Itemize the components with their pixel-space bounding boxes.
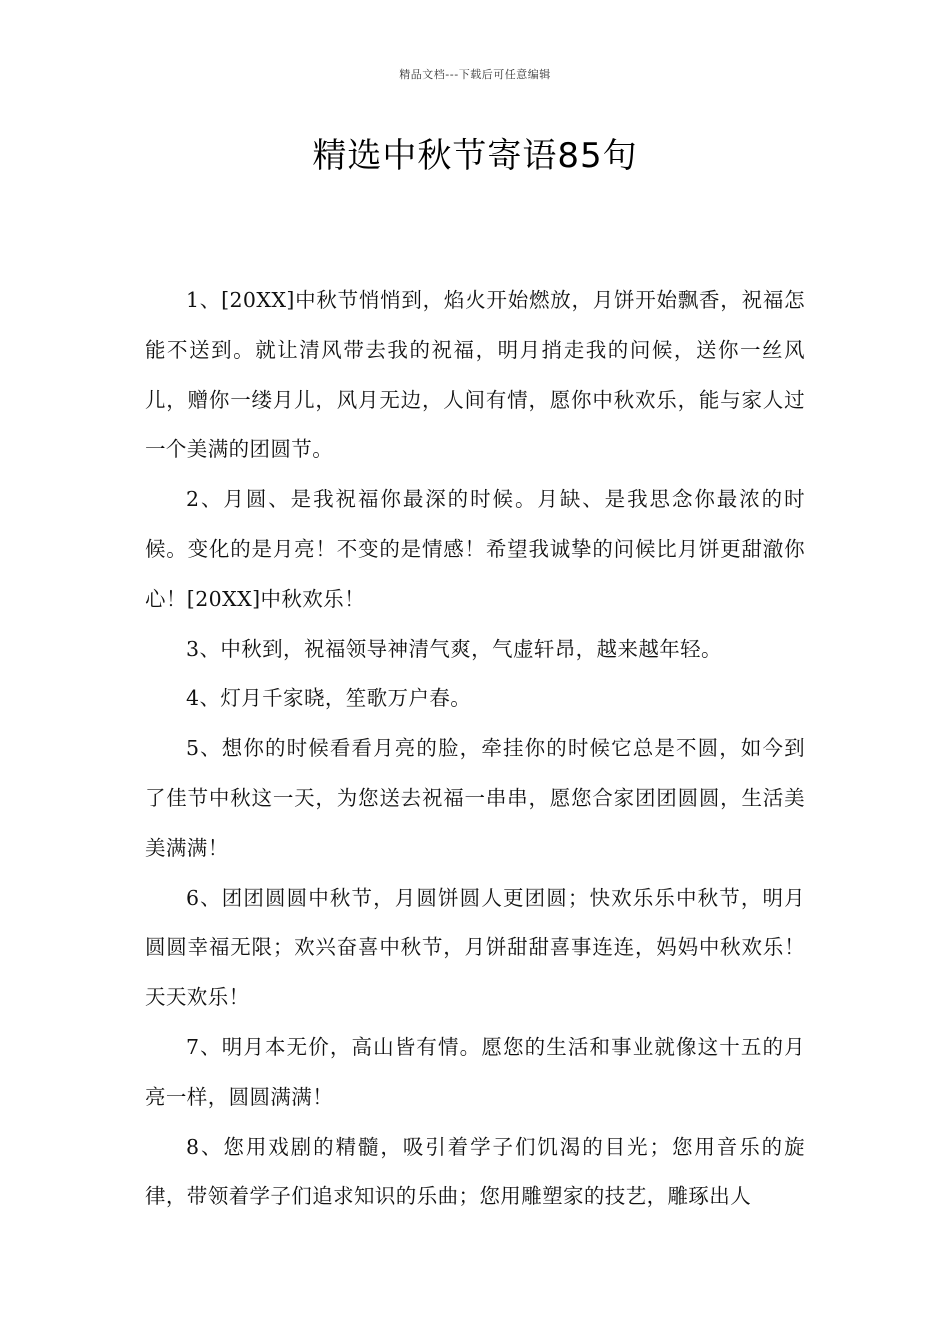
paragraph-5: 5、想你的时候看看月亮的脸，牵挂你的时候它总是不圆，如今到了佳节中秋这一天，为您送去祝福一串串，愿您合家团团圆圆，生活美美满满！ [145,736,805,860]
paragraph-6: 6、团团圆圆中秋节，月圆饼圆人更团圆；快欢乐乐中秋节，明月圆圆幸福无限；欢兴奋喜中秋节，月饼甜甜喜事连连，妈妈中秋欢乐！天天欢乐！ [145,885,805,1010]
document-body [145,276,805,1222]
paragraph-7: 7、明月本无价，高山皆有情。愿您的生活和事业就像这十五的月亮一样，圆圆满满！ [145,1034,805,1109]
paragraph-2: 2、月圆、是我祝福你最深的时候。月缺、是我思念你最浓的时候。变化的是月亮！不变的是情感！希望我诚挚的问候比月饼更甜澈你心！[20XX]中秋欢乐！ [145,487,805,611]
paragraph-1: 1、[20XX]中秋节悄悄到，焰火开始燃放，月饼开始飘香，祝福怎能不送到。就让清风带去我的祝福，明月捎走我的问候，送你一丝风儿，赠你一缕月儿，风月无边，人间有情，愿你中秋欢乐，能与家人过一个美满的团圆节。 [145,288,805,462]
document-title: 精选中秋节寄语85句 [312,136,638,176]
header-note: 精品文档---下载后可任意编辑 [399,68,551,81]
paragraph-8: 8、您用戏剧的精髓，吸引着学子们饥渴的目光；您用音乐的旋律，带领着学子们追求知识的乐曲；您用雕塑家的技艺，雕琢出人 [145,1134,805,1209]
paragraph-3: 3、中秋到，祝福领导神清气爽，气虚轩昂，越来越年轻。 [186,636,722,661]
paragraph-4: 4、灯月千家晓，笙歌万户春。 [186,686,472,711]
